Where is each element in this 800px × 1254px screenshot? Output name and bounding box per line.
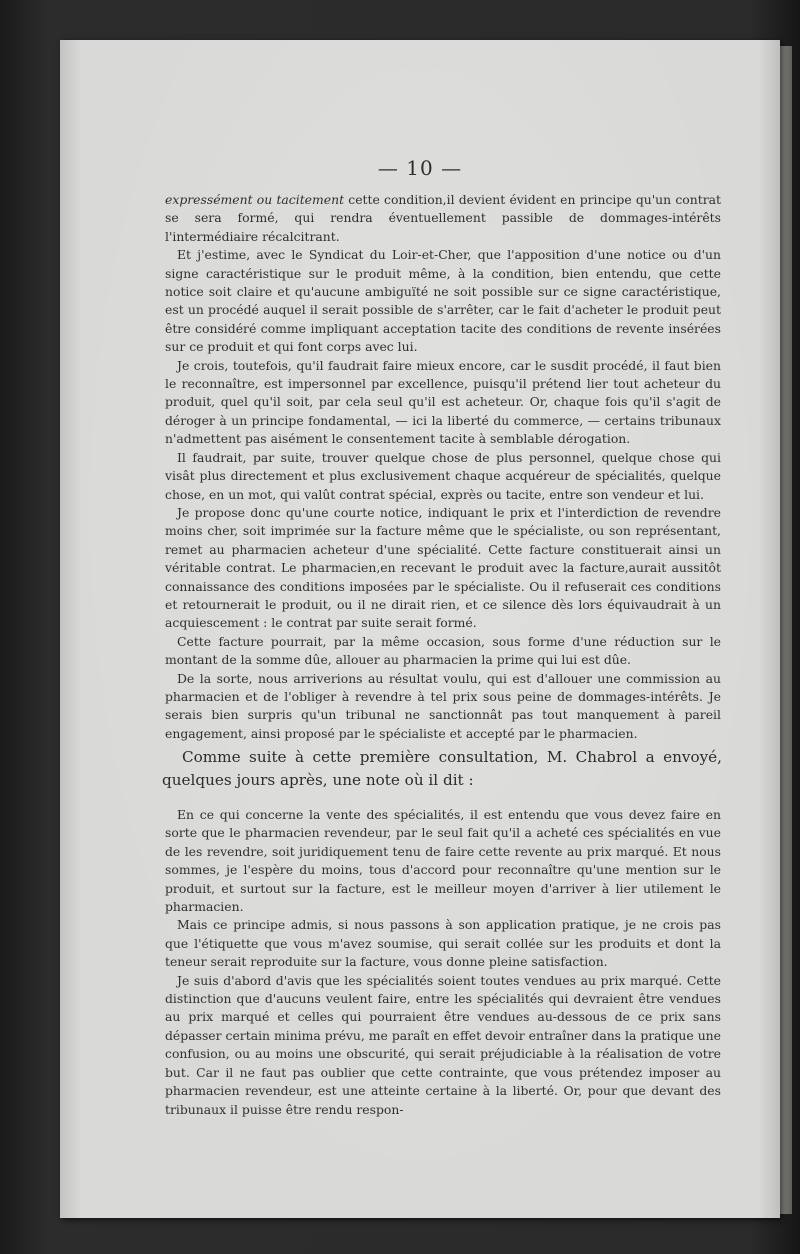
paragraph: Et j'estime, avec le Syndicat du Loir-et-Cher, que l'apposition d'une notice ou d'un signe caractéristique sur le produit même, à la condition, bien entendu, que cette notice soit claire et qu'aucune ambiguïté ne soit possible sur ce signe caractéristique, est un procédé auquel il serait possible de s'arrêter, car le fait d'acheter le produit peut être considéré comme impliquant acceptation tacite des conditions de revente insérées sur ce produit et qui font corps avec lui. <box>165 247 721 355</box>
paragraph: Il faudrait, par suite, trouver quelque chose de plus personnel, quelque chose qui visât plus directement et plus exclusivement chaque acquéreur de spécialités, quelque chose, en un mot, qui valût contrat spécial, exprès ou tacite, entre son vendeur et lui. <box>165 449 721 502</box>
book-edge <box>780 46 792 1214</box>
section-intro: Comme suite à cette première consultation, M. Chabrol a envoyé, quelques jours après, une note où il dit : <box>162 748 722 789</box>
consultation-text <box>165 191 721 743</box>
paragraph: En ce qui concerne la vente des spécialités, il est entendu que vous devez faire en sorte que le pharmacien revendeur, par le seul fait qu'il a acheté ces spécialités en vue de les revendre, soit juridiquement tenu de faire cette revente au prix marqué. Et nous sommes, je l'espère du moins, tous d'accord pour reconnaître qu'une mention sur le produit, et surtout sur la facture, est le meilleur moyen d'arriver à lier utilement le pharmacien. <box>165 807 721 915</box>
paragraph <box>165 191 721 246</box>
italic-lead: expressément ou tacitement <box>165 192 345 207</box>
paragraph: Mais ce principe admis, si nous passons à son application pratique, je ne crois pas que l'étiquette que vous m'avez soumise, qui serait collée sur les produits et dont la teneur serait reproduite sur la facture, vous donne pleine satisfaction. <box>165 917 721 970</box>
paragraph: Je propose donc qu'une courte notice, indiquant le prix et l'interdiction de revendre moins cher, soit imprimée sur la facture même que le spécialiste, ou son représentant, remet au pharmacien acheteur d'une spécialité. Cette facture constituerait ainsi un véritable contrat. Le pharmacien,en recevant le produit avec la facture,aurait aussitôt connaissance des conditions imposées par le spécialiste. Ou il refuserait ces conditions et retournerait le produit, ou il ne dirait rien, et ce silence dès lors équivaudrait à un acquiescement : le contrat par suite serait formé. <box>165 504 721 631</box>
note-text <box>165 806 721 1119</box>
paragraph: Cette facture pourrait, par la même occasion, sous forme d'une réduction sur le montant de la somme dûe, allouer au pharmacien la prime qui lui est dûe. <box>165 633 721 668</box>
paragraph: Je crois, toutefois, qu'il faudrait faire mieux encore, car le susdit procédé, il faut bien le reconnaître, est impersonnel par excellence, puisqu'il prétend lier tout acheteur du produit, quel qu'il soit, par cela seul qu'il est acheteur. Or, chaque fois qu'il s'agit de déroger à un principe fondamental, — ici la liberté du commerce, — certains tribunaux n'admettent pas aisément le consentement tacite à semblable dérogation. <box>165 357 721 447</box>
paragraph: Je suis d'abord d'avis que les spécialités soient toutes vendues au prix marqué. Cette distinction que d'aucuns veulent faire, entre les spécialités qui devraient être vendues au prix marqué et celles qui pourraient être vendues au-dessous de ce prix sans dépasser certain minima prévu, me paraît en effet devoir entraîner dans la pratique une confusion, ou au moins une obscurité, qui serait préjudiciable à la réalisation de votre but. Car il ne faut pas oublier que cette contrainte, que vous prétendez imposer au pharmacien revendeur, est une atteinte certaine à la liberté. Or, pour que devant des tribunaux il puisse être rendu respon- <box>165 972 721 1117</box>
page-number: — 10 — <box>377 156 463 180</box>
paragraph: De la sorte, nous arriverions au résultat voulu, qui est d'allouer une commission au pharmacien et de l'obliger à revendre à tel prix sous peine de dommages-intérêts. Je serais bien surpris qu'un tribunal ne sanctionnât pas tout manquement à pareil engagement, ainsi proposé par le spécialiste et accepté par le pharmacien. <box>165 670 721 741</box>
paragraph-text: cette condition,il devient évident en principe qu'un contrat se sera formé, qui rendra éventuellement passible de dommages-intérêts l'intermédiaire récalcitrant. <box>165 192 721 244</box>
